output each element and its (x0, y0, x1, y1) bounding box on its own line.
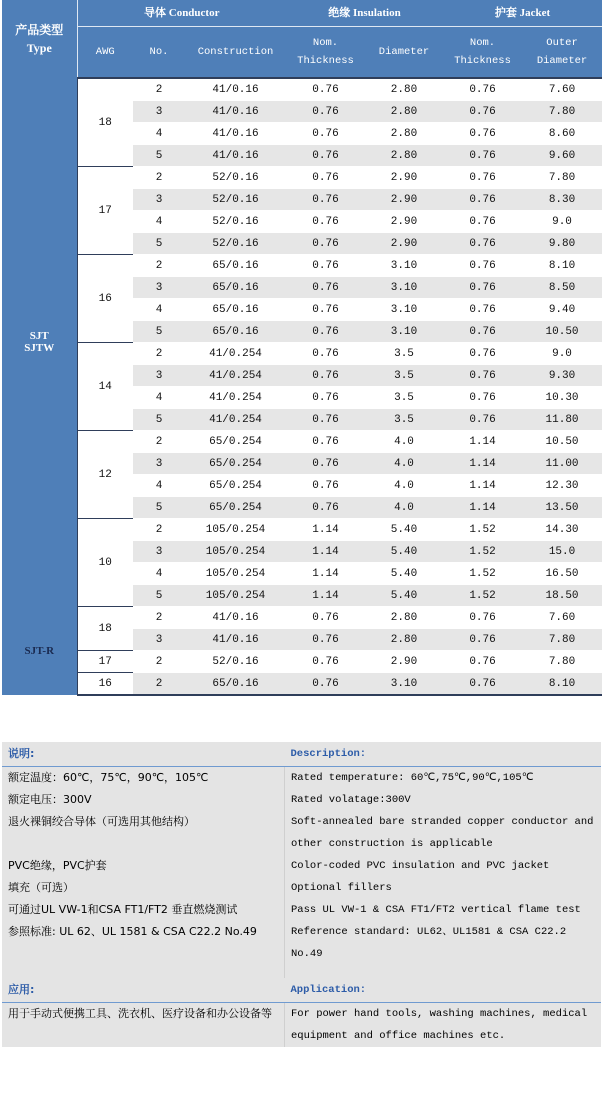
jac-diameter-cell: 10.50 (522, 321, 602, 343)
awg-header: AWG (77, 27, 133, 79)
description-cn: 填充（可选） (8, 881, 74, 894)
description-en: Optional fillers (285, 877, 602, 899)
jac-thickness-cell: 0.76 (443, 101, 522, 123)
spec-table (2, 0, 602, 696)
insulation-header: 绝缘 Insulation (286, 0, 443, 27)
ins-thickness-cell: 0.76 (286, 673, 365, 696)
ins-diameter-cell: 4.0 (365, 475, 443, 497)
ins-diameter-cell: 3.5 (365, 343, 443, 365)
jac-diameter-cell: 9.30 (522, 365, 602, 387)
ins-thickness-cell: 0.76 (286, 497, 365, 519)
ins-diameter-cell: 3.5 (365, 365, 443, 387)
ins-thickness-cell: 0.76 (286, 123, 365, 145)
ins-thickness-cell: 0.76 (286, 255, 365, 277)
no-cell: 2 (133, 78, 185, 101)
ins-thickness-cell: 0.76 (286, 607, 365, 629)
construction-cell: 41/0.254 (185, 365, 286, 387)
construction-header: Construction (185, 27, 286, 79)
description-en: Soft-annealed bare stranded copper conductor and other construction is applicable (285, 811, 602, 855)
ins-diameter-cell: 3.5 (365, 387, 443, 409)
jac-diameter-cell: 13.50 (522, 497, 602, 519)
application-section (2, 978, 601, 1047)
no-cell: 3 (133, 365, 185, 387)
jac-diameter-cell: 16.50 (522, 563, 602, 585)
no-cell: 5 (133, 497, 185, 519)
type-label: SJTW (24, 342, 55, 355)
construction-cell: 41/0.16 (185, 78, 286, 101)
ins-thickness-cell: 0.76 (286, 387, 365, 409)
ins-thickness-cell: 0.76 (286, 299, 365, 321)
ins-diameter-cell: 2.80 (365, 78, 443, 101)
no-cell: 5 (133, 409, 185, 431)
jac-diameter-cell: 9.80 (522, 233, 602, 255)
jac-diameter-cell: 18.50 (522, 585, 602, 607)
jac-diameter-cell: 7.80 (522, 167, 602, 189)
no-cell: 4 (133, 387, 185, 409)
ins-thickness-cell: 0.76 (286, 189, 365, 211)
jac-thickness-cell: 0.76 (443, 629, 522, 651)
type-header-cn: 产品类型 (15, 23, 64, 37)
construction-cell: 41/0.254 (185, 343, 286, 365)
description-row (2, 789, 601, 811)
description-cn: PVC绝缘，PVC护套 (8, 859, 107, 872)
ins-diameter-cell: 4.0 (365, 497, 443, 519)
construction-cell: 41/0.16 (185, 123, 286, 145)
jac-diameter-cell: 7.80 (522, 629, 602, 651)
description-row (2, 899, 601, 921)
description-en: Pass UL VW-1 & CSA FT1/FT2 vertical flame test (285, 899, 602, 921)
no-cell: 5 (133, 233, 185, 255)
ins-diameter-cell: 5.40 (365, 563, 443, 585)
no-header: No. (133, 27, 185, 79)
no-cell: 2 (133, 255, 185, 277)
ins-thickness-cell: 0.76 (286, 343, 365, 365)
construction-cell: 52/0.16 (185, 233, 286, 255)
ins-thickness-cell: 1.14 (286, 585, 365, 607)
ins-thickness-cell: 0.76 (286, 233, 365, 255)
jac-thickness-cell: 0.76 (443, 651, 522, 673)
description-cn: 额定温度：60℃，75℃，90℃，105℃ (8, 771, 209, 784)
awg-cell: 12 (77, 431, 133, 519)
jac-thickness-cell: 0.76 (443, 233, 522, 255)
no-cell: 3 (133, 101, 185, 123)
no-cell: 3 (133, 453, 185, 475)
jac-diameter-cell: 8.10 (522, 673, 602, 696)
jac-diameter-cell: 9.0 (522, 343, 602, 365)
construction-cell: 41/0.16 (185, 607, 286, 629)
description-row (2, 921, 601, 965)
spec-body (2, 78, 602, 695)
ins-diameter-cell: 4.0 (365, 431, 443, 453)
ins-diameter-cell: 2.80 (365, 101, 443, 123)
jac-thickness-header: Nom. Thickness (443, 27, 522, 79)
description-title-cn: 说明: (2, 742, 285, 767)
table-row (2, 431, 602, 453)
ins-diameter-cell: 2.80 (365, 629, 443, 651)
jac-diameter-cell: 12.30 (522, 475, 602, 497)
construction-cell: 52/0.16 (185, 189, 286, 211)
ins-thickness-cell: 0.76 (286, 629, 365, 651)
ins-diameter-cell: 3.10 (365, 277, 443, 299)
ins-thickness-cell: 0.76 (286, 409, 365, 431)
jac-thickness-cell: 0.76 (443, 189, 522, 211)
application-title-en: Application: (285, 978, 602, 1003)
ins-thickness-cell: 1.14 (286, 541, 365, 563)
jac-thickness-cell: 0.76 (443, 277, 522, 299)
ins-thickness-cell: 0.76 (286, 365, 365, 387)
description-en: Rated volatage:300V (285, 789, 602, 811)
no-cell: 4 (133, 211, 185, 233)
table-row (2, 78, 602, 101)
jac-diameter-cell: 10.50 (522, 431, 602, 453)
jac-thickness-cell: 1.52 (443, 563, 522, 585)
ins-diameter-header: Diameter (365, 27, 443, 79)
jac-diameter-cell: 14.30 (522, 519, 602, 541)
no-cell: 4 (133, 475, 185, 497)
construction-cell: 41/0.16 (185, 145, 286, 167)
construction-cell: 52/0.16 (185, 211, 286, 233)
ins-diameter-cell: 2.90 (365, 211, 443, 233)
type-header-en: Type (26, 41, 52, 55)
jac-thickness-cell: 0.76 (443, 321, 522, 343)
awg-cell: 14 (77, 343, 133, 431)
description-row (2, 877, 601, 899)
ins-thickness-cell: 0.76 (286, 453, 365, 475)
construction-cell: 65/0.16 (185, 277, 286, 299)
jac-thickness-cell: 0.76 (443, 365, 522, 387)
no-cell: 3 (133, 189, 185, 211)
no-cell: 3 (133, 277, 185, 299)
no-cell: 5 (133, 321, 185, 343)
jac-thickness-cell: 1.52 (443, 585, 522, 607)
no-cell: 2 (133, 673, 185, 696)
no-cell: 4 (133, 123, 185, 145)
table-row (2, 519, 602, 541)
jac-diameter-header: Outer Diameter (522, 27, 602, 79)
ins-thickness-cell: 0.76 (286, 167, 365, 189)
conductor-header: 导体 Conductor (77, 0, 286, 27)
no-cell: 2 (133, 431, 185, 453)
awg-cell: 18 (77, 78, 133, 167)
ins-thickness-cell: 0.76 (286, 101, 365, 123)
ins-diameter-cell: 5.40 (365, 519, 443, 541)
construction-cell: 65/0.16 (185, 255, 286, 277)
ins-diameter-cell: 2.90 (365, 167, 443, 189)
jac-thickness-cell: 1.14 (443, 497, 522, 519)
awg-cell: 18 (77, 607, 133, 651)
ins-thickness-cell: 0.76 (286, 321, 365, 343)
jac-diameter-cell: 15.0 (522, 541, 602, 563)
no-cell: 2 (133, 607, 185, 629)
description-cn: 额定电压：300V (8, 793, 92, 806)
ins-thickness-cell: 1.14 (286, 563, 365, 585)
jac-thickness-cell: 0.76 (443, 78, 522, 101)
jac-diameter-cell: 10.30 (522, 387, 602, 409)
jac-thickness-cell: 0.76 (443, 145, 522, 167)
construction-cell: 65/0.254 (185, 453, 286, 475)
jac-thickness-cell: 0.76 (443, 167, 522, 189)
no-cell: 3 (133, 541, 185, 563)
ins-diameter-cell: 3.10 (365, 299, 443, 321)
construction-cell: 52/0.16 (185, 651, 286, 673)
ins-thickness-cell: 0.76 (286, 431, 365, 453)
awg-cell: 17 (77, 651, 133, 673)
no-cell: 2 (133, 651, 185, 673)
jac-thickness-cell: 0.76 (443, 343, 522, 365)
jac-thickness-cell: 0.76 (443, 211, 522, 233)
jac-diameter-cell: 8.50 (522, 277, 602, 299)
ins-thickness-cell: 0.76 (286, 475, 365, 497)
jac-diameter-cell: 11.80 (522, 409, 602, 431)
jac-diameter-cell: 8.30 (522, 189, 602, 211)
description-row (2, 811, 601, 855)
jac-diameter-cell: 11.00 (522, 453, 602, 475)
jac-thickness-cell: 0.76 (443, 409, 522, 431)
table-row (2, 343, 602, 365)
awg-cell: 16 (77, 255, 133, 343)
jac-thickness-cell: 0.76 (443, 387, 522, 409)
jac-diameter-cell: 8.60 (522, 123, 602, 145)
construction-cell: 65/0.254 (185, 497, 286, 519)
description-cn: 参照标准: UL 62、UL 1581 & CSA C22.2 No.49 (8, 925, 257, 938)
description-row (2, 767, 601, 790)
jac-thickness-cell: 0.76 (443, 673, 522, 696)
ins-diameter-cell: 3.10 (365, 255, 443, 277)
ins-thickness-cell: 0.76 (286, 145, 365, 167)
jacket-header: 护套 Jacket (443, 0, 602, 27)
description-row (2, 855, 601, 877)
jac-thickness-cell: 1.52 (443, 541, 522, 563)
jac-diameter-cell: 7.60 (522, 78, 602, 101)
jac-diameter-cell: 7.60 (522, 607, 602, 629)
description-cn: 退火裸铜绞合导体（可选用其他结构） (8, 815, 195, 828)
no-cell: 4 (133, 299, 185, 321)
jac-diameter-cell: 9.0 (522, 211, 602, 233)
ins-diameter-cell: 2.90 (365, 233, 443, 255)
ins-thickness-cell: 0.76 (286, 78, 365, 101)
awg-cell: 10 (77, 519, 133, 607)
ins-diameter-cell: 3.10 (365, 321, 443, 343)
application-text-en: For power hand tools, washing machines, medical equipment and office machines etc. (285, 1003, 602, 1048)
construction-cell: 105/0.254 (185, 563, 286, 585)
application-text-cn: 用于手动式便携工具、洗衣机、医疗设备和办公设备等 (8, 1007, 272, 1020)
ins-diameter-cell: 2.80 (365, 145, 443, 167)
no-cell: 2 (133, 519, 185, 541)
ins-diameter-cell: 2.80 (365, 123, 443, 145)
construction-cell: 105/0.254 (185, 585, 286, 607)
type-cell-sjt-r: SJT-R (2, 607, 77, 696)
description-section (2, 742, 601, 1005)
table-row (2, 673, 602, 696)
construction-cell: 41/0.16 (185, 101, 286, 123)
jac-thickness-cell: 1.14 (443, 431, 522, 453)
ins-thickness-cell: 0.76 (286, 211, 365, 233)
description-table (2, 742, 601, 1005)
no-cell: 2 (133, 343, 185, 365)
type-label: SJT (29, 330, 49, 343)
no-cell: 5 (133, 585, 185, 607)
ins-thickness-cell: 0.76 (286, 277, 365, 299)
description-cn: 可通过UL VW-1和CSA FT1/FT2 垂直燃烧测试 (8, 903, 238, 916)
construction-cell: 52/0.16 (185, 167, 286, 189)
awg-cell: 16 (77, 673, 133, 696)
construction-cell: 105/0.254 (185, 541, 286, 563)
no-cell: 4 (133, 563, 185, 585)
ins-diameter-cell: 2.90 (365, 651, 443, 673)
jac-diameter-cell: 7.80 (522, 101, 602, 123)
ins-diameter-cell: 3.5 (365, 409, 443, 431)
ins-diameter-cell: 2.90 (365, 189, 443, 211)
type-cell-sjt (2, 78, 77, 607)
jac-diameter-cell: 7.80 (522, 651, 602, 673)
jac-thickness-cell: 0.76 (443, 255, 522, 277)
jac-thickness-cell: 1.14 (443, 453, 522, 475)
ins-diameter-cell: 4.0 (365, 453, 443, 475)
construction-cell: 41/0.254 (185, 409, 286, 431)
jac-diameter-cell: 9.60 (522, 145, 602, 167)
construction-cell: 65/0.16 (185, 673, 286, 696)
ins-diameter-cell: 2.80 (365, 607, 443, 629)
ins-thickness-cell: 0.76 (286, 651, 365, 673)
ins-thickness-header: Nom. Thickness (286, 27, 365, 79)
construction-cell: 65/0.254 (185, 475, 286, 497)
construction-cell: 65/0.16 (185, 321, 286, 343)
description-en: Reference standard: UL62、UL1581 & CSA C22.2 No.49 (285, 921, 602, 965)
description-title-en: Description: (285, 742, 602, 767)
description-en: Rated temperature: 60℃,75℃,90℃,105℃ (285, 767, 602, 790)
jac-thickness-cell: 0.76 (443, 607, 522, 629)
table-row (2, 255, 602, 277)
construction-cell: 41/0.16 (185, 629, 286, 651)
no-cell: 5 (133, 145, 185, 167)
ins-diameter-cell: 5.40 (365, 585, 443, 607)
type-header (2, 0, 77, 78)
construction-cell: 41/0.254 (185, 387, 286, 409)
jac-diameter-cell: 8.10 (522, 255, 602, 277)
description-en: Color-coded PVC insulation and PVC jacket (285, 855, 602, 877)
jac-diameter-cell: 9.40 (522, 299, 602, 321)
awg-cell: 17 (77, 167, 133, 255)
table-row (2, 651, 602, 673)
jac-thickness-cell: 1.14 (443, 475, 522, 497)
ins-diameter-cell: 3.10 (365, 673, 443, 696)
construction-cell: 105/0.254 (185, 519, 286, 541)
construction-cell: 65/0.16 (185, 299, 286, 321)
construction-cell: 65/0.254 (185, 431, 286, 453)
ins-thickness-cell: 1.14 (286, 519, 365, 541)
jac-thickness-cell: 1.52 (443, 519, 522, 541)
jac-thickness-cell: 0.76 (443, 299, 522, 321)
application-title-cn: 应用: (2, 978, 285, 1003)
application-table (2, 978, 601, 1047)
table-row (2, 607, 602, 629)
no-cell: 3 (133, 629, 185, 651)
ins-diameter-cell: 5.40 (365, 541, 443, 563)
jac-thickness-cell: 0.76 (443, 123, 522, 145)
table-row (2, 167, 602, 189)
no-cell: 2 (133, 167, 185, 189)
